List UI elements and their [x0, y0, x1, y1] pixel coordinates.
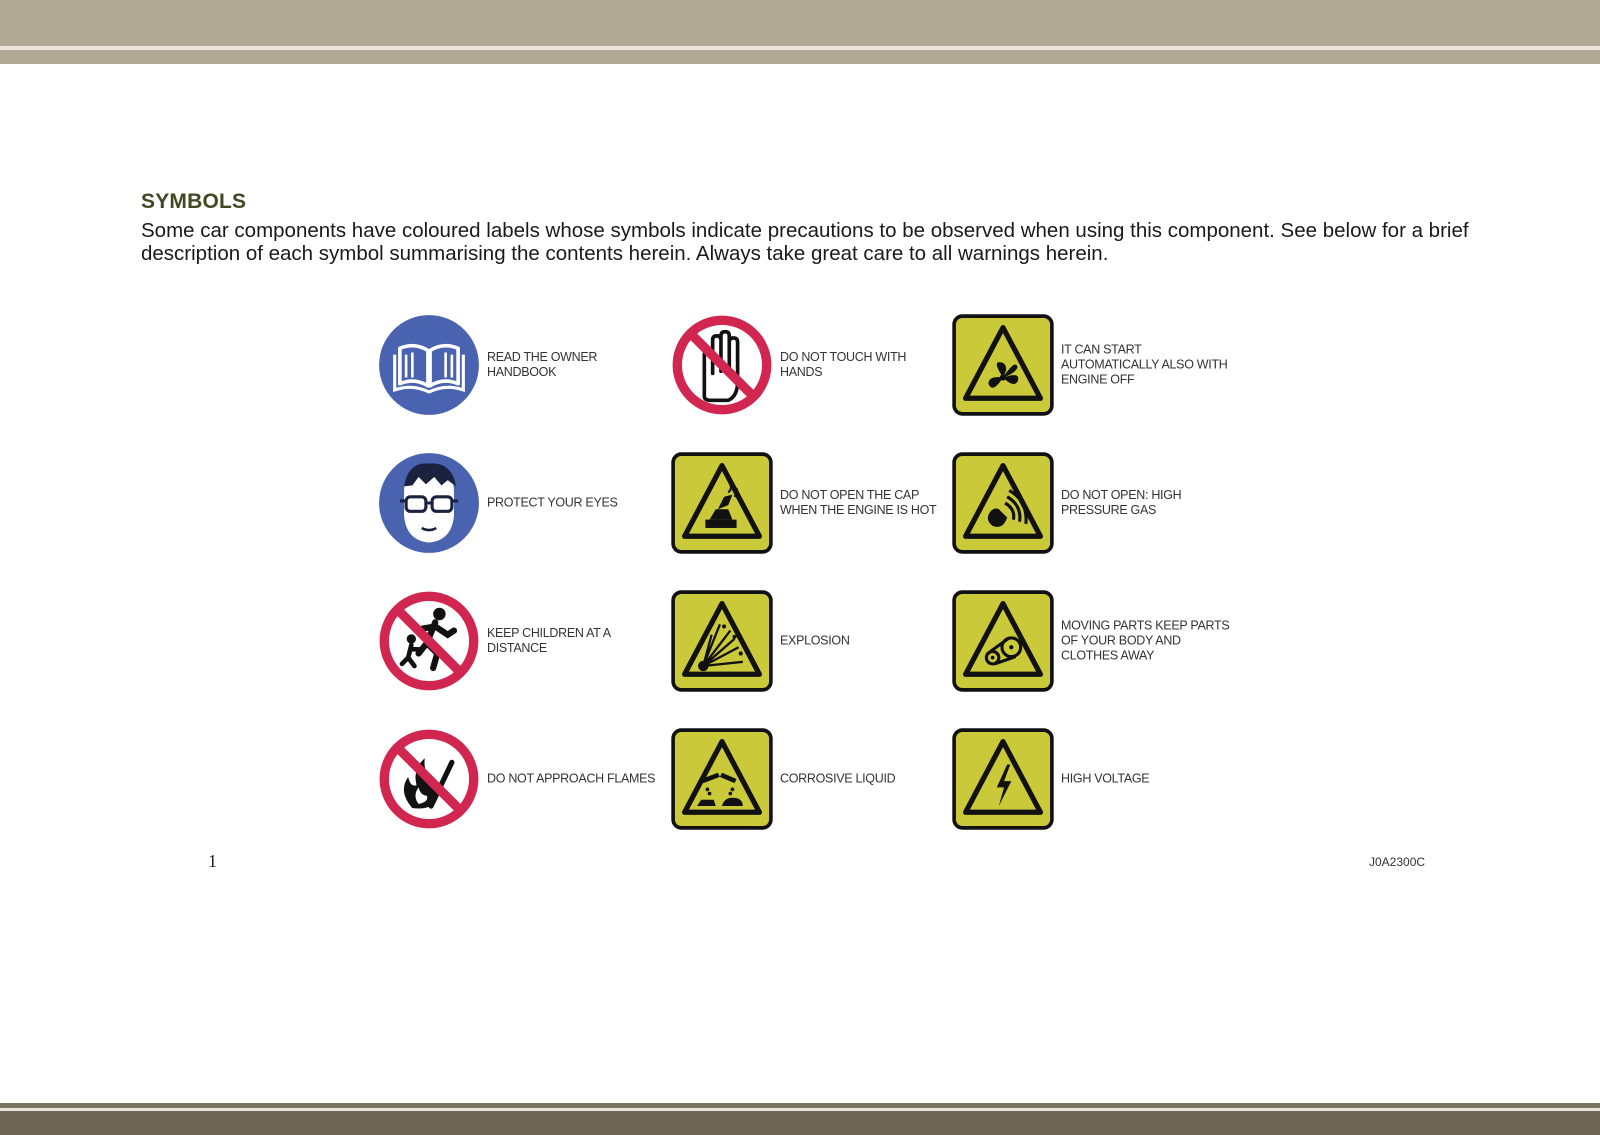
book-icon [377, 313, 481, 417]
symbol-label: PROTECT YOUR EYES [487, 495, 618, 510]
symbol-do-not-touch [670, 313, 930, 417]
explosion-icon [670, 589, 774, 693]
high-voltage-icon [951, 727, 1055, 831]
symbol-auto-start [951, 313, 1228, 417]
symbol-keep-children-away [377, 589, 637, 693]
symbol-label: READ THE OWNER HANDBOOK [487, 350, 598, 379]
symbol-label: DO NOT TOUCH WITH HANDS [780, 350, 907, 379]
symbol-explosion [670, 589, 930, 693]
symbol-hot-cap [670, 451, 937, 555]
symbol-pressure-gas [951, 451, 1211, 555]
symbol-label: DO NOT OPEN THE CAP WHEN THE ENGINE IS HOT [780, 488, 937, 517]
goggles-icon [377, 451, 481, 555]
symbol-corrosive [670, 727, 930, 831]
symbol-label: HIGH VOLTAGE [1061, 771, 1150, 786]
footer-band [0, 1111, 1600, 1135]
no-flames-icon [377, 727, 481, 831]
symbol-label: IT CAN START AUTOMATICALLY ALSO WITH ENGINE OFF [1061, 342, 1228, 387]
header-band-lower [0, 50, 1600, 64]
intro-paragraph: Some car components have coloured labels whose symbols indicate precautions to be observed when using this component. See below for a brief description of each symbol summarising the contents herein. Always take great care to all warnings herein. [141, 219, 1469, 265]
hot-cap-icon [670, 451, 774, 555]
symbol-label: DO NOT OPEN: HIGH PRESSURE GAS [1061, 488, 1182, 517]
symbol-label: EXPLOSION [780, 633, 850, 648]
no-touch-icon [670, 313, 774, 417]
symbol-label: DO NOT APPROACH FLAMES [487, 771, 656, 786]
symbol-label: CORROSIVE LIQUID [780, 771, 896, 786]
figure-code: J0A2300C [1369, 855, 1426, 869]
symbol-label: MOVING PARTS KEEP PARTS OF YOUR BODY AND CLOTHES AWAY [1061, 618, 1230, 663]
symbol-moving-parts [951, 589, 1230, 693]
symbol-no-flames [377, 727, 656, 831]
section-heading: SYMBOLS [141, 190, 247, 213]
page-number: 1 [208, 851, 217, 871]
corrosive-icon [670, 727, 774, 831]
moving-parts-icon [951, 589, 1055, 693]
symbol-read-handbook [377, 313, 637, 417]
symbol-protect-eyes [377, 451, 637, 555]
symbol-label: KEEP CHILDREN AT A DISTANCE [487, 626, 611, 655]
symbol-high-voltage [951, 727, 1211, 831]
no-children-icon [377, 589, 481, 693]
header-band [0, 0, 1600, 46]
fan-icon [951, 313, 1055, 417]
pressure-gas-icon [951, 451, 1055, 555]
